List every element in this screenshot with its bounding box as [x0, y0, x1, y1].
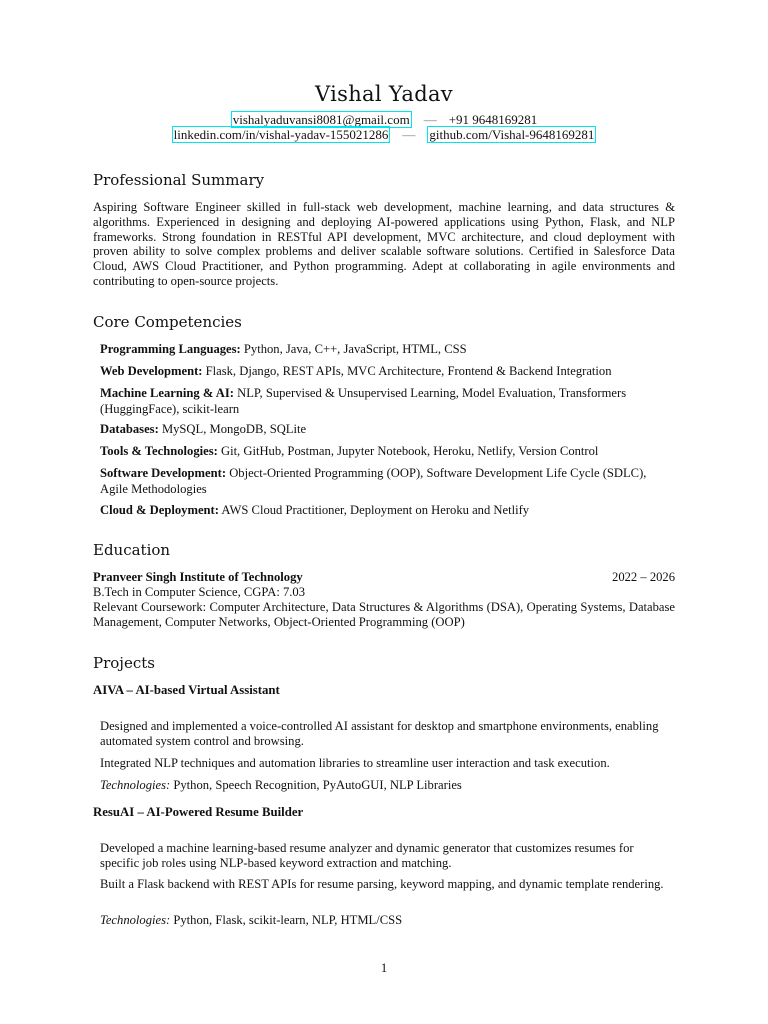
education-header	[93, 570, 675, 585]
coursework-text: Relevant Coursework: Computer Architecture, Data Structures & Algorithms (DSA), Operating Systems, Database Management, Computer Networks, Object-Oriented Programming (OOP)	[93, 600, 675, 629]
competency-item	[100, 421, 675, 437]
competency-label: Programming Languages:	[100, 342, 241, 356]
competency-label: Databases:	[100, 422, 159, 436]
contact-line-1	[0, 112, 768, 127]
competency-label: Tools & Technologies:	[100, 444, 218, 458]
candidate-name: Vishal Yadav	[315, 82, 453, 106]
email-link[interactable]: vishalyaduvansi8081@gmail.com	[232, 112, 410, 127]
competency-label: Machine Learning & AI:	[100, 386, 234, 400]
project-title: ResuAI – AI-Powered Resume Builder	[93, 805, 304, 819]
project-technologies	[100, 778, 675, 793]
technologies-label: Technologies:	[100, 778, 171, 792]
competency-value: Python, Java, C++, JavaScript, HTML, CSS	[243, 342, 467, 356]
technologies-label: Technologies:	[100, 913, 171, 927]
technologies-value: Python, Flask, scikit-learn, NLP, HTML/CSS	[173, 913, 403, 927]
separator: —	[402, 127, 416, 142]
competency-item	[100, 443, 675, 459]
section-title-education: Education	[93, 541, 171, 559]
phone-number: +91 9648169281	[448, 112, 538, 127]
separator: —	[423, 112, 437, 127]
page-number: 1	[380, 961, 388, 975]
competency-item	[100, 465, 675, 497]
competency-value: MySQL, MongoDB, SQLite	[161, 422, 307, 436]
section-title-competencies: Core Competencies	[93, 313, 242, 331]
section-title-projects: Projects	[93, 654, 155, 672]
project-title: AIVA – AI-based Virtual Assistant	[93, 683, 280, 697]
competency-item	[100, 363, 675, 379]
competency-item	[100, 341, 675, 357]
competency-value: Flask, Django, REST APIs, MVC Architecture, Frontend & Backend Integration	[205, 364, 612, 378]
competency-label: Software Development:	[100, 466, 227, 480]
competency-label: Cloud & Deployment:	[100, 503, 219, 517]
competency-value: Object-Oriented Programming (OOP), Software Development Life Cycle (SDLC), Agile Methodologies	[100, 466, 647, 496]
competency-value: AWS Cloud Practitioner, Deployment on Heroku and Netlify	[221, 503, 530, 517]
competency-value: NLP, Supervised & Unsupervised Learning, Model Evaluation, Transformers (HuggingFace), scikit-learn	[100, 386, 627, 416]
competency-item	[100, 502, 675, 518]
contact-line-2	[0, 127, 768, 142]
github-link[interactable]: github.com/Vishal-9648169281	[429, 127, 595, 142]
project-point: Built a Flask backend with REST APIs for resume parsing, keyword mapping, and dynamic template rendering.	[100, 877, 664, 891]
project-point: Developed a machine learning-based resume analyzer and dynamic generator that customizes resumes for specific job roles using NLP-based keyword extraction and matching.	[100, 841, 634, 870]
competency-label: Web Development:	[100, 364, 203, 378]
project-point: Designed and implemented a voice-controlled AI assistant for desktop and smartphone environments, enabling automated system control and browsing.	[100, 719, 659, 748]
competency-item	[100, 385, 675, 417]
summary-text: Aspiring Software Engineer skilled in full-stack web development, machine learning, and data structures & algorithms. Experienced in designing and deploying AI-powered applications using Python, Flask, and NLP frameworks. Strong foundation in RESTful API development, MVC architecture, and cloud deployment with proven ability to solve complex problems and deliver scalable software solutions. Certified in Salesforce Data Cloud, AWS Cloud Practitioner, and Python programming. Adept at collaborating in agile environments and contributing to open-source projects.	[93, 200, 675, 288]
degree-line: B.Tech in Computer Science, CGPA: 7.03	[93, 585, 306, 599]
project-technologies	[100, 913, 675, 928]
technologies-value: Python, Speech Recognition, PyAutoGUI, NLP Libraries	[173, 778, 462, 792]
education-years: 2022 – 2026	[612, 570, 675, 584]
linkedin-link[interactable]: linkedin.com/in/vishal-yadav-155021286	[173, 127, 389, 142]
project-point: Integrated NLP techniques and automation libraries to streamline user interaction and task execution.	[100, 756, 610, 770]
section-title-summary: Professional Summary	[93, 171, 265, 189]
institution-name: Pranveer Singh Institute of Technology	[93, 570, 303, 584]
competency-value: Git, GitHub, Postman, Jupyter Notebook, Heroku, Netlify, Version Control	[220, 444, 599, 458]
